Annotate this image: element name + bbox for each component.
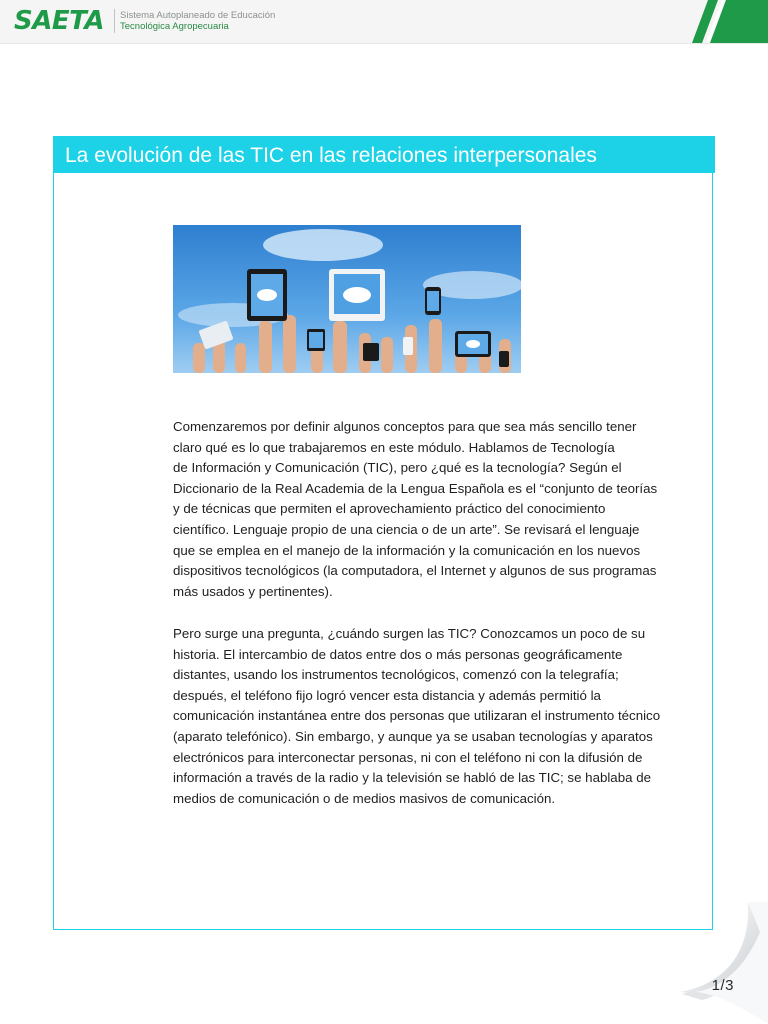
paragraph-line: científico. Lenguaje propio de una ciencia o de un arte”. Se revisará el lenguaje xyxy=(173,521,640,537)
paragraph-line: de Información y Comunicación (TIC), pero ¿qué es la tecnología? Según el xyxy=(173,460,622,476)
hands-with-devices-illustration xyxy=(173,225,521,373)
org-name-line1: Sistema Autoplaneado de Educación xyxy=(120,10,276,21)
paragraph-line: que se emplea en el manejo de la información y la comunicación en los nuevos xyxy=(173,542,641,558)
paragraph-line: distantes, usando los instrumentos tecnológicos, comenzó con la telegrafía; xyxy=(173,667,619,683)
page-header xyxy=(0,0,768,44)
page-curl-icon xyxy=(664,892,768,1024)
paragraph-line: información a través de la radio y la televisión se habló de las TIC; se hablaba de xyxy=(173,770,651,786)
paragraph-line: historia. El intercambio de datos entre dos o más personas geográficamente xyxy=(173,646,623,662)
page-number: 1/3 xyxy=(711,977,734,994)
logo-divider xyxy=(114,9,115,33)
paragraph-line: dispositivos tecnológicos (la computadora, el Internet y algunos de sus programas xyxy=(173,563,657,579)
paragraph-line: comunicación instantánea entre dos personas que utilizaran el instrumento técnico xyxy=(173,708,661,724)
intro-paragraph xyxy=(173,417,733,602)
history-paragraph xyxy=(173,624,733,809)
org-name-line2: Tecnológica Agropecuaria xyxy=(120,21,229,32)
paragraph-line: medios de comunicación o de medios masivos de comunicación. xyxy=(173,790,556,806)
paragraph-line: (aparato telefónico). Sin embargo, y aunque ya se usaban tecnologías y aparatos xyxy=(173,728,653,744)
paragraph-line: Diccionario de la Real Academia de la Lengua Española es el “conjunto de teorías xyxy=(173,480,658,496)
paragraph-line: electrónicos para interconectar personas, ni con el teléfono ni con la difusión de xyxy=(173,749,643,765)
saeta-logo: SAETA xyxy=(14,6,104,36)
paragraph-line: Pero surge una pregunta, ¿cuándo surgen las TIC? Conozcamos un poco de su xyxy=(173,626,646,641)
paragraph-line: más usados y pertinentes). xyxy=(173,583,333,599)
hero-image xyxy=(173,225,521,373)
paragraph-line: después, el teléfono fijo logró vencer esta distancia y además permitió la xyxy=(173,687,601,703)
paragraph-line: Comenzaremos por definir algunos conceptos para que sea más sencillo tener xyxy=(173,419,637,434)
section-title-bar xyxy=(53,136,715,173)
decorative-stripes-icon xyxy=(688,0,768,43)
section-title: La evolución de las TIC en las relaciones interpersonales xyxy=(65,144,597,167)
paragraph-line: y de técnicas que permiten el aprovechamiento práctico del conocimiento xyxy=(173,501,606,517)
paragraph-line: claro qué es lo que trabajaremos en este módulo. Hablamos de Tecnología xyxy=(173,439,615,455)
